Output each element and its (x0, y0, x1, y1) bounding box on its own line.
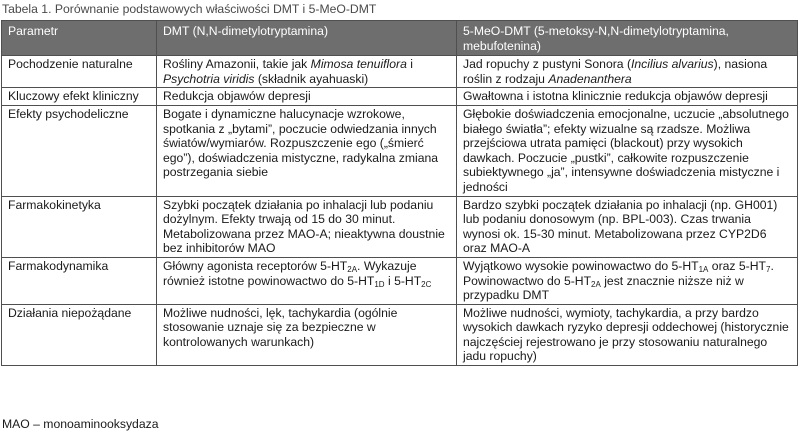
text-segment: . Powinowactwo do 5-HT (463, 258, 774, 288)
cell-meo-clinical: Gwałtowna i istotna klinicznie redukcja objawów depresji (457, 88, 798, 106)
genus-name: Anadenanthera (548, 71, 632, 86)
table-header-row (2, 21, 798, 56)
cell-meo-pharmacodynamics (457, 257, 798, 304)
cell-dmt-psychedelic: Bogate i dynamiczne halucynacje wzrokowe, spotkania z „bytami”, poczucie odwiedzania innych światów/wymiarów. Rozpuszczenie ego („śmierć ego”), doświadczenia mistyczne, radykalna zmiana postrzegania siebie (157, 105, 457, 196)
cell-dmt-clinical: Redukcja objawów depresji (157, 88, 457, 106)
table-caption: Tabela 1. Porównanie podstawowych właściwości DMT i 5-MeO-DMT (2, 2, 377, 16)
row-label-pharmacokinetics: Farmakokinetyka (2, 196, 157, 257)
row-label-origin: Pochodzenie naturalne (2, 56, 157, 88)
cell-meo-pharmacokinetics: Bardzo szybki początek działania po inhalacji (np. GH001) lub podaniu donosowym (np. BPL-003). Czas trwania wynosi ok. 15-30 minut. Metabolizowana przez CYP2D6 oraz MAO-A (457, 196, 798, 257)
receptor-subscript: 7 (765, 264, 771, 274)
text-segment: oraz 5-HT (708, 258, 766, 273)
species-name: Psychotria viridis (163, 71, 255, 86)
table-row (2, 105, 798, 196)
receptor-subscript: 2A (591, 279, 601, 289)
header-parameter: Parametr (2, 21, 157, 56)
text-segment: Wyjątkowo wysokie powinowactwo do 5-HT (463, 258, 699, 273)
text-segment: Rośliny Amazonii, takie jak (163, 57, 311, 72)
table-row (2, 88, 798, 106)
text-segment: i (406, 57, 413, 72)
table-row (2, 257, 798, 304)
cell-dmt-pharmacokinetics: Szybki początek działania po inhalacji lub podaniu dożylnym. Efekty trwają od 15 do 30 minut. Metabolizowana przez MAO-A; nieaktywna doustnie bez inhibitorów MAO (157, 196, 457, 257)
row-label-pharmacodynamics: Farmakodynamika (2, 257, 157, 304)
table-row (2, 196, 798, 257)
receptor-subscript: 1A (698, 264, 709, 274)
header-dmt: DMT (N,N-dimetylotryptamina) (157, 21, 457, 56)
cell-meo-adverse: Możliwe nudności, wymioty, tachykardia, a przy bardzo wysokich dawkach ryzyko depresji oddechowej (historycznie najczęściej rejestrowano je przy stosowaniu naturalnego jadu ropuchy) (457, 304, 798, 365)
receptor-subscript: 1D (374, 279, 385, 289)
receptor-subscript: 2A (347, 264, 358, 274)
text-segment: jest znacznie niższe niż w przypadku DMT (463, 273, 744, 303)
table-row (2, 304, 798, 365)
text-segment: Jad ropuchy z pustyni Sonora ( (463, 57, 632, 72)
species-name: Mimosa tenuiflora (310, 57, 407, 72)
text-segment: . Wykazuje również istotne powinowactwo do 5-HT (163, 258, 417, 288)
cell-dmt-origin (157, 56, 457, 88)
table-row (2, 56, 798, 88)
text-segment: ), nasiona roślin z rodzaju (463, 57, 768, 86)
comparison-table (1, 20, 798, 366)
cell-meo-origin (457, 56, 798, 88)
row-label-clinical: Kluczowy efekt kliniczny (2, 88, 157, 106)
cell-meo-psychedelic: Głębokie doświadczenia emocjonalne, uczucie „absolutnego białego światła”; efekty wizualne są rzadsze. Możliwa przejściowa utrata pamięci (blackout) przy wysokich dawkach. Poczucie „pustki”, całkowite rozpuszczenie subiektywnego „ja”, intensywne doświadczenia mistyczne i jedności (457, 105, 798, 196)
receptor-subscript: 2C (421, 279, 432, 289)
text-segment: (składnik ayahuaski) (254, 71, 369, 86)
row-label-adverse: Działania niepożądane (2, 304, 157, 365)
species-name: Incilius alvarius (631, 57, 714, 72)
cell-dmt-pharmacodynamics (157, 257, 457, 304)
table-footnote: MAO – monoaminooksydaza (2, 417, 159, 431)
text-segment: Główny agonista receptorów 5-HT (163, 258, 348, 273)
text-segment: i 5-HT (384, 273, 422, 288)
row-label-psychedelic: Efekty psychodeliczne (2, 105, 157, 196)
cell-dmt-adverse: Możliwe nudności, lęk, tachykardia (ogólnie stosowanie uznaje się za bezpieczne w kontrolowanych warunkach) (157, 304, 457, 365)
header-5meo-dmt: 5-MeO-DMT (5-metoksy-N,N-dimetylotryptamina, mebufotenina) (457, 21, 798, 56)
